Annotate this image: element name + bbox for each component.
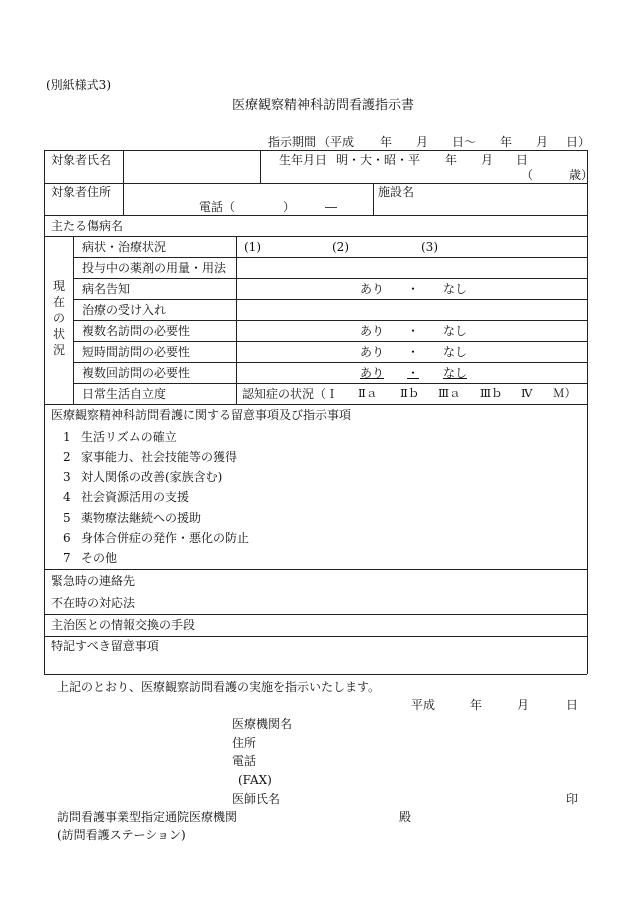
condition-item-3: (3) <box>421 240 438 254</box>
row-line <box>44 674 587 675</box>
recipient-honorific: 殿 <box>399 810 412 824</box>
emergency-contact-label: 緊急時の連絡先 <box>51 574 136 588</box>
col-line <box>73 236 74 404</box>
list-item: 社会資源活用の支援 <box>81 490 190 504</box>
birth-month-unit: 月 <box>481 153 494 167</box>
row-line <box>73 320 587 321</box>
issue-date-year: 年 <box>470 698 483 712</box>
row-line <box>73 278 587 279</box>
list-item-number: 3 <box>63 470 71 484</box>
period-month-start: 月 <box>416 135 429 149</box>
multi-person-visit-label: 複数名訪問の必要性 <box>82 324 191 338</box>
multi-person-separator: ・ <box>407 324 420 338</box>
birth-date-label: 生年月日 <box>279 153 328 167</box>
list-item: 家事能力、社会技能等の獲得 <box>81 450 238 464</box>
list-item: 生活リズムの確立 <box>81 430 177 444</box>
side-char: 況 <box>52 343 65 357</box>
multiple-visit-separator: ・ <box>407 366 420 380</box>
side-char: の <box>52 311 65 325</box>
list-item-number: 6 <box>63 531 71 545</box>
patient-address-label: 対象者住所 <box>51 185 112 199</box>
multiple-visit-yes[interactable]: あり <box>360 366 385 380</box>
info-exchange-label: 主治医との情報交換の手段 <box>51 618 196 632</box>
birth-day-unit: 日 <box>516 153 529 167</box>
list-item: 薬物療法継続への援助 <box>81 511 202 525</box>
birth-year-unit: 年 <box>445 153 458 167</box>
special-notes-label: 特記すべき留意事項 <box>51 639 159 653</box>
table-border-right <box>587 150 588 674</box>
dementia-label: 認知症の状況（Ｉ <box>242 387 339 401</box>
dementia-level-3a[interactable]: Ⅲａ <box>438 386 461 400</box>
list-item: 身体合併症の発作・悪化の防止 <box>81 531 250 545</box>
dementia-level-m[interactable]: Ｍ） <box>553 386 576 400</box>
list-item-number: 4 <box>63 490 71 504</box>
multiple-visit-label: 複数回訪問の必要性 <box>82 366 191 380</box>
short-visit-yes[interactable]: あり <box>360 345 385 359</box>
table-border-left <box>44 150 45 674</box>
institution-name-label: 医療機関名 <box>232 717 293 731</box>
period-open: （平成 <box>318 135 355 149</box>
row-line <box>44 614 587 615</box>
institution-address-label: 住所 <box>232 736 257 750</box>
period-year-start: 年 <box>380 135 393 149</box>
list-item-number: 5 <box>63 511 71 525</box>
short-visit-separator: ・ <box>407 345 420 359</box>
form-title: 医療観察精神科訪問看護指示書 <box>232 98 415 113</box>
instruction-statement: 上記のとおり、医療観察訪問看護の実施を指示いたします。 <box>57 680 381 694</box>
issue-date-month: 月 <box>517 698 530 712</box>
disclosure-separator: ・ <box>407 282 420 296</box>
dementia-level-4[interactable]: Ⅳ <box>521 386 533 400</box>
absence-response-label: 不在時の対応法 <box>51 596 136 610</box>
side-char: 在 <box>52 295 65 309</box>
institution-phone-label: 電話 <box>232 754 257 768</box>
adl-label: 日常生活自立度 <box>82 387 167 401</box>
row-line <box>73 299 587 300</box>
list-item-number: 7 <box>63 551 71 565</box>
short-visit-label: 短時間訪問の必要性 <box>82 345 191 359</box>
recipient-station: (訪問看護ステーション) <box>57 828 186 842</box>
treatment-acceptance-label: 治療の受け入れ <box>82 303 167 317</box>
row-line <box>44 404 587 405</box>
row-line <box>44 569 587 570</box>
patient-name-label: 対象者氏名 <box>51 153 112 167</box>
seal-mark: 印 <box>566 792 579 806</box>
condition-item-2: (2) <box>332 240 349 254</box>
list-item-number: 2 <box>63 450 71 464</box>
disclosure-yes[interactable]: あり <box>360 282 385 296</box>
issue-date-era: 平成 <box>411 698 436 712</box>
period-day-start: 日〜 <box>452 135 477 149</box>
dementia-level-2b[interactable]: Ⅱｂ <box>400 386 420 400</box>
period-month-end: 月 <box>536 135 549 149</box>
period-day-end: 日） <box>566 135 591 149</box>
form-number: (別紙様式3) <box>46 78 111 92</box>
age-field: （ 歳） <box>521 168 594 182</box>
row-line <box>73 383 587 384</box>
dementia-level-3b[interactable]: Ⅲｂ <box>480 386 503 400</box>
period-label: 指示期間 <box>268 135 317 149</box>
issue-date-day: 日 <box>566 698 579 712</box>
patient-name-field[interactable] <box>123 151 259 182</box>
list-item: その他 <box>81 551 118 565</box>
birth-era-options[interactable]: 明・大・昭・平 <box>336 153 421 167</box>
row-line <box>44 636 587 637</box>
multi-person-no[interactable]: なし <box>443 324 468 338</box>
facility-label: 施設名 <box>378 185 415 199</box>
row-line <box>44 236 587 237</box>
dementia-level-2a[interactable]: Ⅱａ <box>358 386 378 400</box>
side-char: 現 <box>52 279 65 293</box>
row-line <box>73 257 587 258</box>
medication-label: 投与中の薬剤の用量・用法 <box>82 261 227 275</box>
recipient-institution: 訪問看護事業型指定通院医療機関 <box>57 810 238 824</box>
list-item-number: 1 <box>63 430 71 444</box>
row-line <box>73 341 587 342</box>
list-item: 対人関係の改善(家族含む) <box>81 470 223 484</box>
period-year-end: 年 <box>500 135 513 149</box>
row-line <box>73 362 587 363</box>
col-line <box>373 183 374 215</box>
condition-item-1: (1) <box>244 240 261 254</box>
side-char: 状 <box>52 327 65 341</box>
doctor-name-label: 医師氏名 <box>232 792 281 806</box>
multiple-visit-no[interactable]: なし <box>443 366 468 380</box>
condition-label: 病状・治療状況 <box>82 240 167 254</box>
phone-line: 電話（ ） ― <box>199 200 338 214</box>
institution-fax-label: (FAX) <box>238 773 272 787</box>
main-diagnosis-label: 主たる傷病名 <box>51 219 124 233</box>
instructions-heading: 医療観察精神科訪問看護に関する留意事項及び指示事項 <box>51 408 352 422</box>
multi-person-yes[interactable]: あり <box>360 324 385 338</box>
short-visit-no[interactable]: なし <box>443 345 468 359</box>
row-line <box>44 215 587 216</box>
col-line <box>236 236 237 404</box>
col-line <box>260 150 261 183</box>
current-status-side-label <box>52 278 66 358</box>
disclosure-no[interactable]: なし <box>443 282 468 296</box>
diagnosis-disclosure-label: 病名告知 <box>82 282 131 296</box>
